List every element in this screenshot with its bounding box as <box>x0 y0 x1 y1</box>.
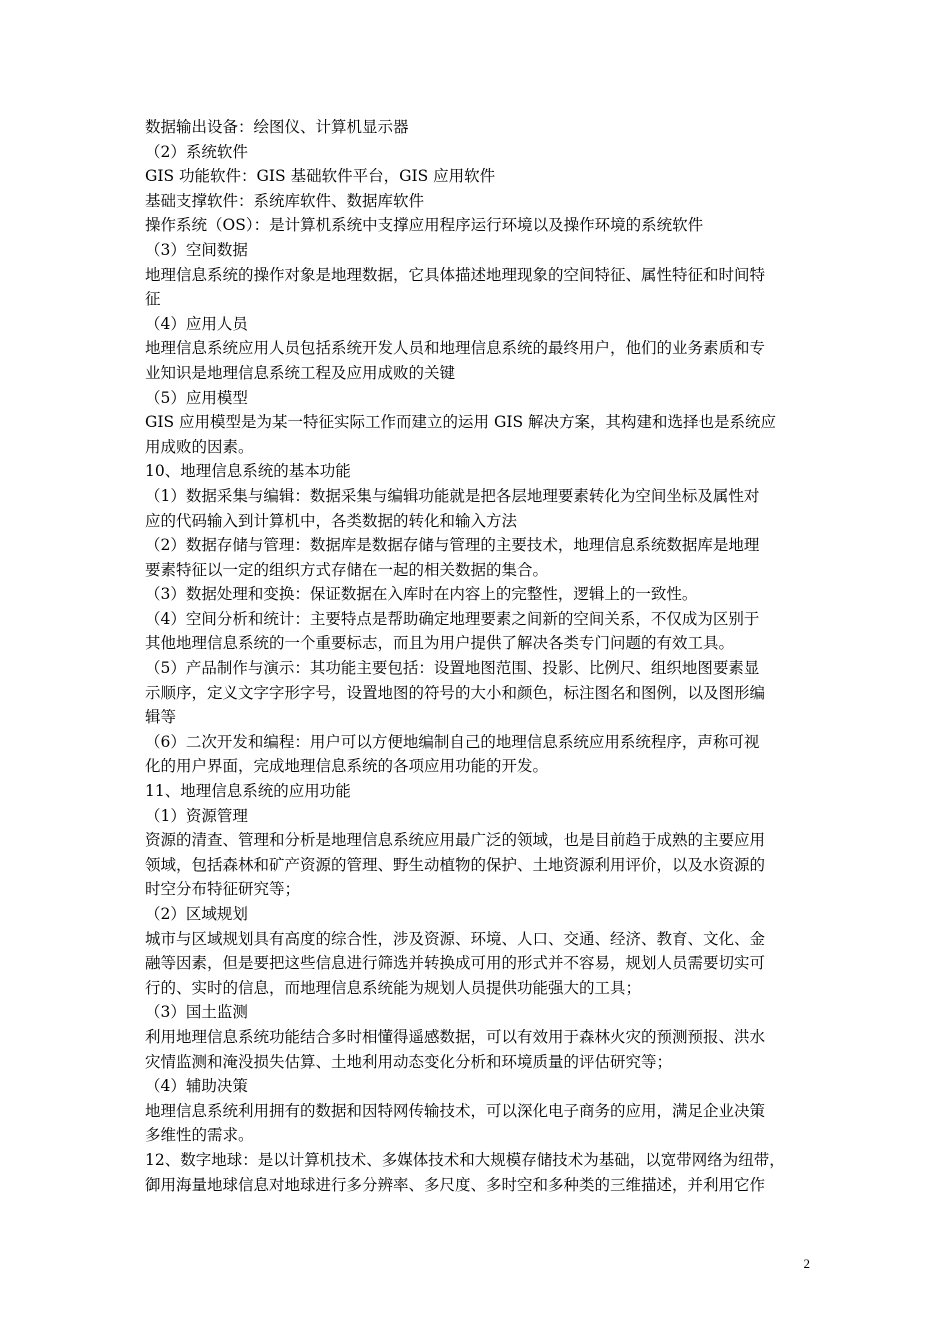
text-line: （4）应用人员 <box>145 314 248 333</box>
text-line: 多维性的需求。 <box>145 1126 254 1145</box>
text-line: 征 <box>145 290 161 309</box>
text-line: （1）数据采集与编辑：数据采集与编辑功能就是把各层地理要素转化为空间坐标及属性对 <box>145 486 760 505</box>
text-line: （2）区域规划 <box>145 905 248 923</box>
text-line: （3）空间数据 <box>145 240 248 259</box>
text-line: GIS 应用模型是为某一特征实际工作而建立的运用 GIS 解决方案，其构建和选择也是系统应 <box>145 413 777 432</box>
text-line: （5）产品制作与演示：其功能主要包括：设置地图范围、投影、比例尺、组织地图要素显 <box>145 659 760 678</box>
text-line: 资源的清查、管理和分析是地理信息系统应用最广泛的领域，也是目前趋于成熟的主要应用 <box>145 831 766 850</box>
text-line: （3）国土监测 <box>145 1003 248 1022</box>
text-line: （2）系统软件 <box>145 142 248 161</box>
page-body <box>145 115 809 1197</box>
text-line: 11、地理信息系统的应用功能 <box>145 782 351 801</box>
text-line: 灾情监测和淹没损失估算、土地利用动态变化分析和环境质量的评估研究等； <box>145 1052 673 1071</box>
text-line: 业知识是地理信息系统工程及应用成败的关键 <box>145 363 456 382</box>
text-line: GIS 功能软件：GIS 基础软件平台，GIS 应用软件 <box>145 167 496 186</box>
text-line: 行的、实时的信息，而地理信息系统能为规划人员提供功能强大的工具； <box>145 978 642 997</box>
text-line: 应的代码输入到计算机中，各类数据的转化和输入方法 <box>145 511 518 530</box>
text-line: 要素特征以一定的组织方式存储在一起的相关数据的集合。 <box>145 560 549 579</box>
text-line: 时空分布特征研究等； <box>145 880 301 899</box>
text-line: 基础支撑软件：系统库软件、数据库软件 <box>145 191 425 210</box>
text-line: （5）应用模型 <box>145 388 248 407</box>
text-line: 化的用户界面，完成地理信息系统的各项应用功能的开发。 <box>145 757 549 776</box>
text-line: （4）空间分析和统计：主要特点是帮助确定地理要素之间新的空间关系，不仅成为区别于 <box>145 609 760 628</box>
text-line: 12、数字地球：是以计算机技术、多媒体技术和大规模存储技术为基础，以宽带网络为纽带， <box>145 1150 785 1169</box>
text-line: 地理信息系统应用人员包括系统开发人员和地理信息系统的最终用户，他们的业务素质和专 <box>145 339 766 358</box>
text-line: 用成败的因素。 <box>145 437 254 456</box>
text-line: （2）数据存储与管理：数据库是数据存储与管理的主要技术，地理信息系统数据库是地理 <box>145 536 760 555</box>
text-line: 城市与区域规划具有高度的综合性，涉及资源、环境、人口、交通、经济、教育、文化、金 <box>145 929 766 948</box>
text-line: 辑等 <box>145 708 177 727</box>
page-number: 2 <box>803 1256 810 1271</box>
text-line: 10、地理信息系统的基本功能 <box>145 462 351 481</box>
text-line: 示顺序，定义文字字形字号，设置地图的符号的大小和颜色，标注图名和图例，以及图形编 <box>145 683 766 702</box>
text-line: 领域，包括森林和矿产资源的管理、野生动植物的保护、土地资源利用评价，以及水资源的 <box>145 855 766 874</box>
text-line: （4）辅助决策 <box>145 1077 248 1096</box>
text-line: （6）二次开发和编程：用户可以方便地编制自己的地理信息系统应用系统程序，声称可视 <box>145 732 760 751</box>
text-line: 操作系统（OS）：是计算机系统中支撑应用程序运行环境以及操作环境的系统软件 <box>145 216 704 235</box>
text-line: 融等因素，但是要把这些信息进行筛选并转换成可用的形式并不容易，规划人员需要切实可 <box>145 954 766 973</box>
text-line: 地理信息系统利用拥有的数据和因特网传输技术，可以深化电子商务的应用，满足企业决策 <box>145 1101 766 1120</box>
text-line: （1）资源管理 <box>145 806 248 825</box>
text-line: 其他地理信息系统的一个重要标志，而且为用户提供了解决各类专门问题的有效工具。 <box>145 634 735 653</box>
text-line: 数据输出设备：绘图仪、计算机显示器 <box>145 118 409 136</box>
text-line: （3）数据处理和变换：保证数据在入库时在内容上的完整性，逻辑上的一致性。 <box>145 585 698 604</box>
text-line: 御用海量地球信息对地球进行多分辨率、多尺度、多时空和多种类的三维描述，并利用它作 <box>145 1175 766 1194</box>
text-line: 利用地理信息系统功能结合多时相懂得遥感数据，可以有效用于森林火灾的预测预报、洪水 <box>145 1027 766 1046</box>
text-line: 地理信息系统的操作对象是地理数据，它具体描述地理现象的空间特征、属性特征和时间特 <box>145 265 766 284</box>
